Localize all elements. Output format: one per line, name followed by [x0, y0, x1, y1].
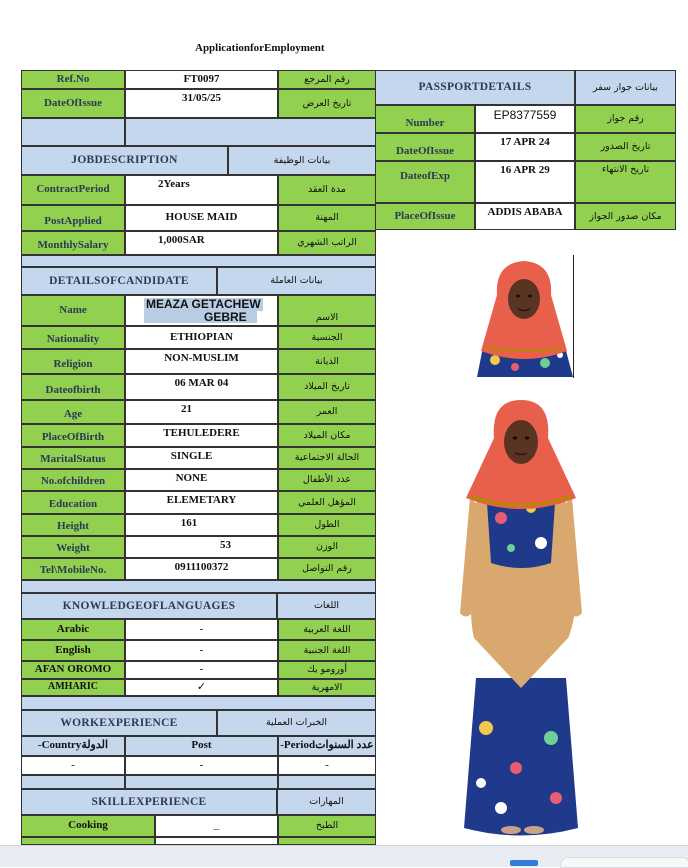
post-value: HOUSE MAID [125, 205, 278, 231]
cooking-label-ar: الطبخ [278, 815, 376, 837]
divider-line [573, 255, 574, 378]
issue-label: DateOfIssue [21, 89, 125, 118]
language-row-label: AFAN OROMO [21, 661, 125, 679]
contract-label-ar: مدة العقد [278, 175, 376, 205]
contract-value: 2Years [125, 175, 278, 205]
height-label-ar: الطول [278, 514, 376, 536]
passport-number-value: EP8377559 [475, 105, 575, 133]
passport-exp-label: DateofExp [375, 161, 475, 203]
candidate-header-ar: بيانات العاملة [217, 267, 376, 295]
passport-header: PASSPORTDETAILS [375, 70, 575, 105]
blank-row [21, 696, 376, 710]
passport-header-ar: بيانات جواز سفر [575, 70, 676, 105]
children-value: NONE [125, 469, 278, 491]
work-cell: - [125, 756, 278, 775]
passport-exp-value: 16 APR 29 [475, 161, 575, 203]
passport-issue-label: DateOfIssue [375, 133, 475, 161]
height-label: Height [21, 514, 125, 536]
religion-value: NON-MUSLIM [125, 349, 278, 374]
passport-place-value: ADDIS ABABA [475, 203, 575, 230]
ref-label: Ref.No [21, 70, 125, 89]
passport-exp-ar: تاريخ الانتهاء [575, 161, 676, 203]
ref-label-ar: رقم المرجع [278, 70, 376, 89]
tel-label-ar: رقم التواصل [278, 558, 376, 580]
blank-row [155, 837, 278, 845]
job-header: JOBDESCRIPTION [21, 146, 228, 175]
languages-header: KNOWLEDGEOFLANGUAGES [21, 593, 277, 619]
education-value: ELEMETARY [125, 491, 278, 514]
col-post: Post [125, 736, 278, 756]
blank-row [125, 775, 278, 789]
work-header-ar: الخبرات العملية [217, 710, 376, 736]
children-label-ar: عدد الأطفال [278, 469, 376, 491]
salary-label: MonthlySalary [21, 231, 125, 255]
windows-start-icon[interactable] [510, 860, 538, 866]
tel-label: Tel\MobileNo. [21, 558, 125, 580]
language-row-label: Arabic [21, 619, 125, 640]
education-label-ar: المؤهل العلمي [278, 491, 376, 514]
languages-header-ar: اللغات [277, 593, 376, 619]
weight-label-ar: الوزن [278, 536, 376, 558]
religion-label-ar: الديانة [278, 349, 376, 374]
language-row-value: - [125, 640, 278, 661]
name-label: Name [21, 295, 125, 326]
taskbar-search[interactable] [560, 857, 688, 868]
salary-value: 1,000SAR [125, 231, 278, 255]
age-label-ar: العمر [278, 400, 376, 424]
marital-label: MaritalStatus [21, 447, 125, 469]
blank-row [278, 775, 376, 789]
weight-label: Weight [21, 536, 125, 558]
pob-label: PlaceOfBirth [21, 424, 125, 447]
blank-row [21, 580, 376, 593]
skills-header-ar: المهارات [277, 789, 376, 815]
passport-place-label: PlaceOfIssue [375, 203, 475, 230]
language-row-label: AMHARIC [21, 679, 125, 696]
col-country: -Countryالدولة [21, 736, 125, 756]
language-row-value: - [125, 661, 278, 679]
post-label: PostApplied [21, 205, 125, 231]
skills-header: SKILLEXPERIENCE [21, 789, 277, 815]
col-period: -Periodعدد السنوات [278, 736, 376, 756]
nationality-value: ETHIOPIAN [125, 326, 278, 349]
name-label-ar: الاسم [278, 295, 376, 326]
age-label: Age [21, 400, 125, 424]
language-row-ar: اللغة الجنبية [278, 640, 376, 661]
language-row-label: English [21, 640, 125, 661]
weight-value: 53 [125, 536, 278, 558]
age-value: 21 [125, 400, 278, 424]
name-line1: MEAZA GETACHEW [146, 297, 261, 311]
language-row-value: - [125, 619, 278, 640]
job-header-ar: بيانات الوظيفة [228, 146, 376, 175]
nationality-label: Nationality [21, 326, 125, 349]
blank-row [21, 118, 125, 146]
work-cell: - [278, 756, 376, 775]
cooking-value: _ [155, 815, 278, 837]
passport-issue-ar: تاريخ الصدور [575, 133, 676, 161]
pob-label-ar: مكان الميلاد [278, 424, 376, 447]
pob-value: TEHULEDERE [125, 424, 278, 447]
issue-value: 31/05/25 [125, 89, 278, 118]
blank-row [125, 118, 376, 146]
passport-issue-value: 17 APR 24 [475, 133, 575, 161]
language-row-ar: أورومو يك [278, 661, 376, 679]
marital-value: SINGLE [125, 447, 278, 469]
cooking-label: Cooking [21, 815, 155, 837]
tel-value: 0911100372 [125, 558, 278, 580]
religion-label: Religion [21, 349, 125, 374]
blank-row [21, 255, 376, 267]
work-cell: - [21, 756, 125, 775]
name-value [125, 295, 278, 326]
marital-label-ar: الحالة الاجتماعية [278, 447, 376, 469]
document-title: ApplicationforEmployment [195, 42, 325, 54]
passport-place-ar: مكان صدور الجواز [575, 203, 676, 230]
language-row-ar: الامهرية [278, 679, 376, 696]
portrait-photo [475, 255, 573, 377]
checkmark-icon: ✓ [125, 679, 278, 696]
dob-label: Dateofbirth [21, 374, 125, 400]
issue-label-ar: تاريخ العرض [278, 89, 376, 118]
blank-row [21, 775, 125, 789]
nationality-label-ar: الجنسية [278, 326, 376, 349]
candidate-header: DETAILSOFCANDIDATE [21, 267, 217, 295]
dob-label-ar: تاريخ الميلاد [278, 374, 376, 400]
height-value: 161 [125, 514, 278, 536]
education-label: Education [21, 491, 125, 514]
ref-value: FT0097 [125, 70, 278, 89]
work-header: WORKEXPERIENCE [21, 710, 217, 736]
blank-row [21, 837, 155, 845]
blank-row [278, 837, 376, 845]
full-length-photo [456, 398, 586, 836]
children-label: No.ofchildren [21, 469, 125, 491]
dob-value: 06 MAR 04 [125, 374, 278, 400]
post-label-ar: المهنة [278, 205, 376, 231]
passport-number-label: Number [375, 105, 475, 133]
name-line2: GEBRE [144, 311, 257, 324]
passport-number-ar: رقم جواز [575, 105, 676, 133]
salary-label-ar: الراتب الشهري [278, 231, 376, 255]
contract-label: ContractPeriod [21, 175, 125, 205]
language-row-ar: اللغة العربية [278, 619, 376, 640]
